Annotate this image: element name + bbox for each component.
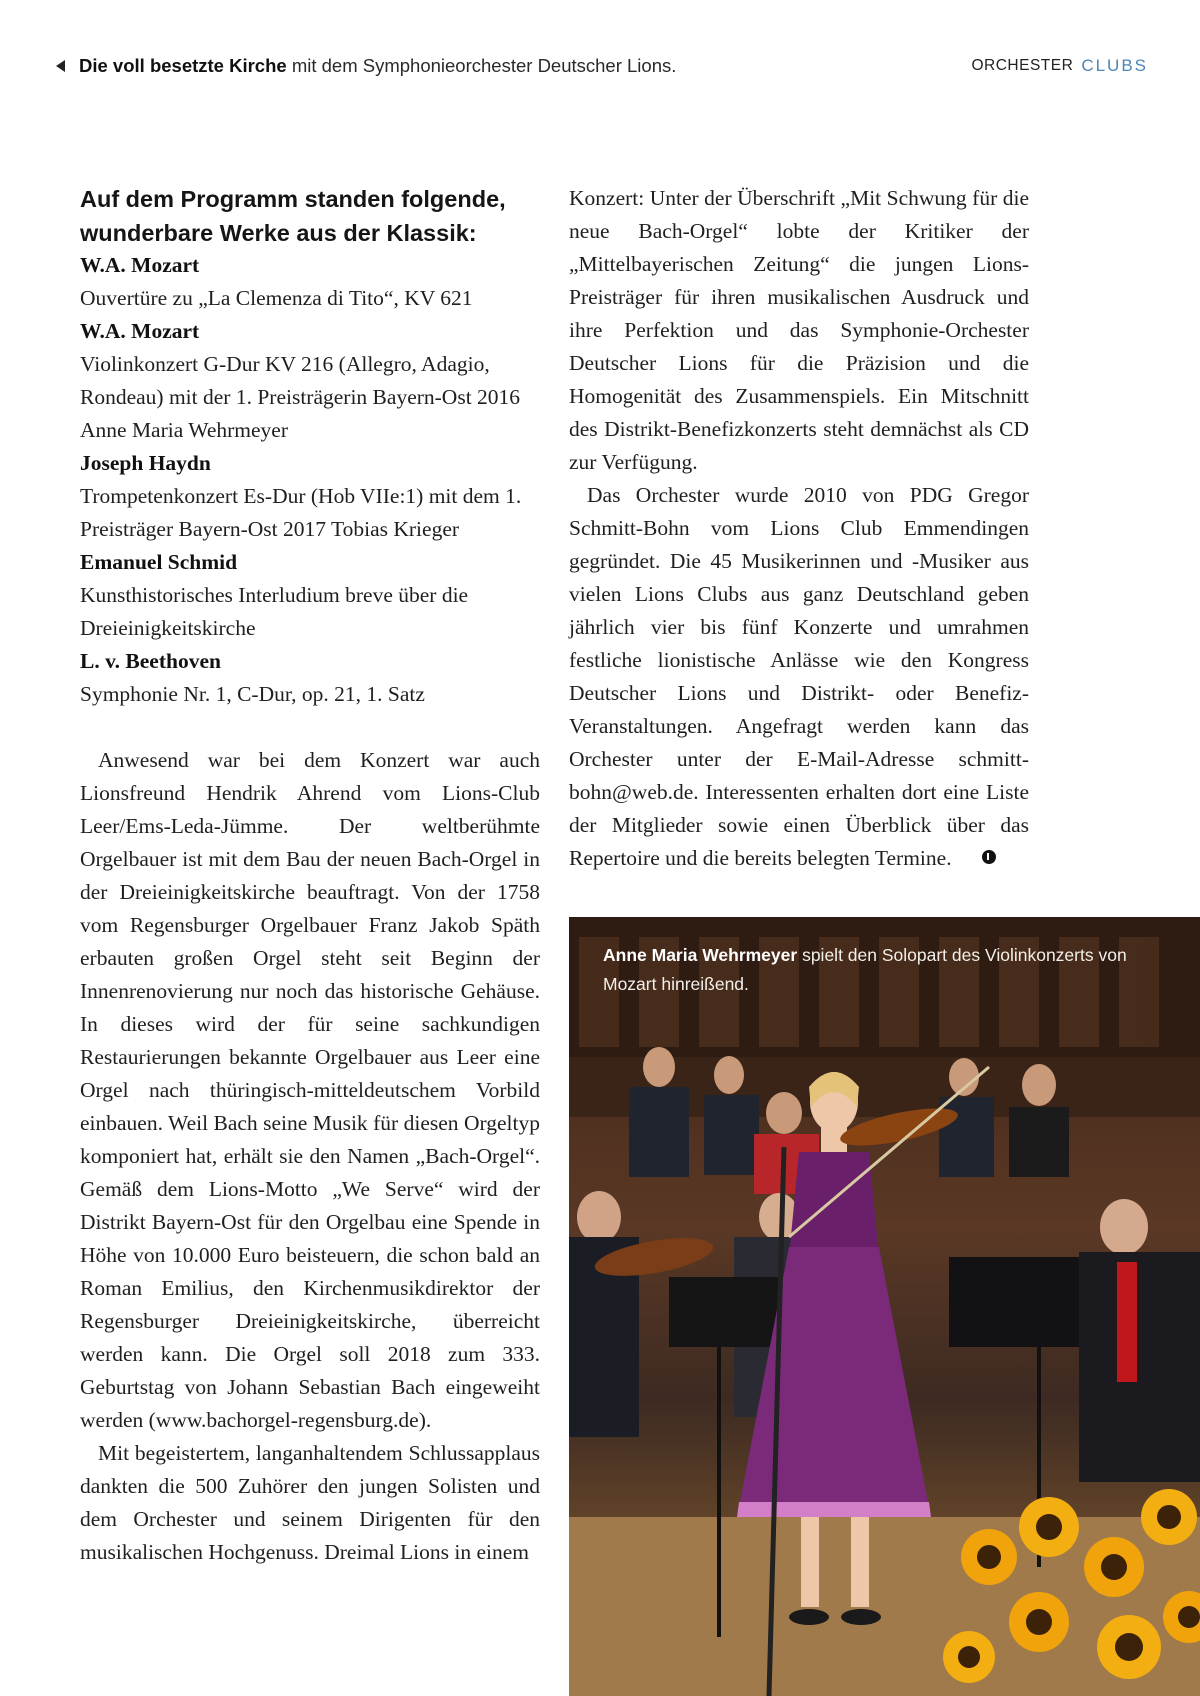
program-work: Symphonie Nr. 1, C-Dur, op. 21, 1. Satz [80, 682, 425, 706]
program-composer: Joseph Haydn [80, 451, 211, 475]
caret-left-icon [56, 60, 65, 72]
right-column [569, 182, 1029, 875]
photo-caption [603, 941, 1163, 999]
program-item [80, 249, 540, 315]
body-paragraph-2-start [80, 1437, 540, 1569]
header-photo-caption [56, 50, 676, 82]
body-paragraph-3-text: Das Orchester wurde 2010 von PDG Gregor Schmitt-Bohn vom Lions Club Emmendingen gegründet. Die 45 Musikerinnen und -Musiker aus vielen Lions Clubs aus ganz Deutschland geben jährlich vier bis fünf Konzerte und umrahmen festliche lionistische Anlässe wie den Kongress Deutscher Lions und Distrikt- oder Benefiz-Veranstaltungen. Angefragt werden kann das Orchester unter der E-Mail-Adresse schmitt-bohn@web.de. Interessenten erhalten dort eine Liste der Mitglieder sowie einen Überblick über das Repertoire und die bereits belegten Termine. [569, 483, 1029, 870]
concert-photo [569, 917, 1200, 1696]
left-column [80, 182, 540, 1569]
header-caption-text [79, 55, 676, 77]
photo-caption-bold: Anne Maria Wehrmeyer [603, 945, 798, 965]
program-list [80, 249, 540, 711]
program-composer: L. v. Beethoven [80, 649, 221, 673]
header-caption-bold: Die voll besetzte Kirche [79, 55, 287, 76]
body-paragraph-2-continued: Konzert: Unter der Überschrift „Mit Schwung für die neue Bach-Orgel“ lobte der Kritiker der „Mittelbayerischen Zeitung“ die jungen Lions-Preisträger für ihren musikalischen Ausdruck und ihre Perfektion und das Symphonie-Orchester Deutscher Lions für die Präzision und die Homogenität des Zusammenspiels. Ein Mitschnitt des Distrikt-Benefizkonzerts steht demnächst als CD zur Verfügung. [569, 186, 1029, 474]
program-composer: W.A. Mozart [80, 253, 200, 277]
header-caption-rest: mit dem Symphonieorchester Deutscher Lions. [291, 55, 677, 76]
program-heading: Auf dem Programm standen folgende, wunderbare Werke aus der Klassik: [80, 186, 506, 246]
body-paragraph-1: Anwesend war bei dem Konzert war auch Lionsfreund Hendrik Ahrend vom Lions-Club Leer/Ems-Leda-Jümme. Der weltberühmte Orgelbauer ist mit dem Bau der neuen Bach-Orgel in der Dreieinigkeitskirche beauftragt. Von der 1758 vom Regensburger Orgelbauer Franz Jakob Späth erbauten großen Orgel steht seit Beginn der Innenrenovierung nur noch das historische Gehäuse. In dieses wird der für seine sachkundigen Restaurierungen bekannte Orgelbauer aus Leer eine Orgel nach thüringisch-mitteldeutschem Vorbild einbauen. Weil Bach seine Musik für diesen Orgeltyp komponiert hat, erhält sie den Namen „Bach-Orgel“. Gemäß dem Lions-Motto „We Serve“ wird der Distrikt Bayern-Ost für den Orgelbau eine Spende in Höhe von 10.000 Euro beisteuern, die schon bald an Roman Emilius, den Kirchenmusikdirektor der Regensburger Dreieinigkeitskirche, überreicht werden kann. Die Orgel soll 2018 zum 333. Geburtstag von Johann Sebastian Bach eingeweiht werden (www.bachorgel-regensburg.de). [80, 748, 540, 1432]
program-work: Kunsthistorisches Interludium breve über die Dreieinigkeitskirche [80, 583, 469, 640]
program-work: Ouvertüre zu „La Clemenza di Tito“, KV 621 [80, 286, 473, 310]
running-head [971, 50, 1148, 82]
program-item [80, 447, 540, 546]
lions-end-mark-icon [982, 850, 996, 864]
program-work: Trompetenkonzert Es-Dur (Hob VIIe:1) mit dem 1. Preisträger Bayern-Ost 2017 Tobias Krieger [80, 484, 522, 541]
program-item [80, 315, 540, 447]
program-composer: Emanuel Schmid [80, 550, 238, 574]
running-head-section: ORCHESTER [971, 57, 1074, 74]
program-composer: W.A. Mozart [80, 319, 200, 343]
photo-caption-rest: spielt den Solopart des Violinkonzerts von Mozart hinreißend. [603, 945, 1127, 994]
section-spacer [80, 711, 540, 744]
program-item [80, 546, 540, 645]
body-paragraph-2: Mit begeistertem, langanhaltendem Schlussapplaus dankten die 500 Zuhörer den jungen Solisten und dem Orchester und seinem Dirigenten für den musikalischen Hochgenuss. Dreimal Lions in einem [80, 1441, 540, 1564]
body-paragraph-3 [569, 479, 1029, 875]
program-item [80, 645, 540, 711]
violinist-photo-illustration [569, 917, 1200, 1696]
running-head-name: CLUBS [1081, 56, 1148, 75]
program-work: Violinkonzert G-Dur KV 216 (Allegro, Adagio, Rondeau) mit der 1. Preisträgerin Bayern-Ost 2016 Anne Maria Wehrmeyer [80, 352, 521, 442]
